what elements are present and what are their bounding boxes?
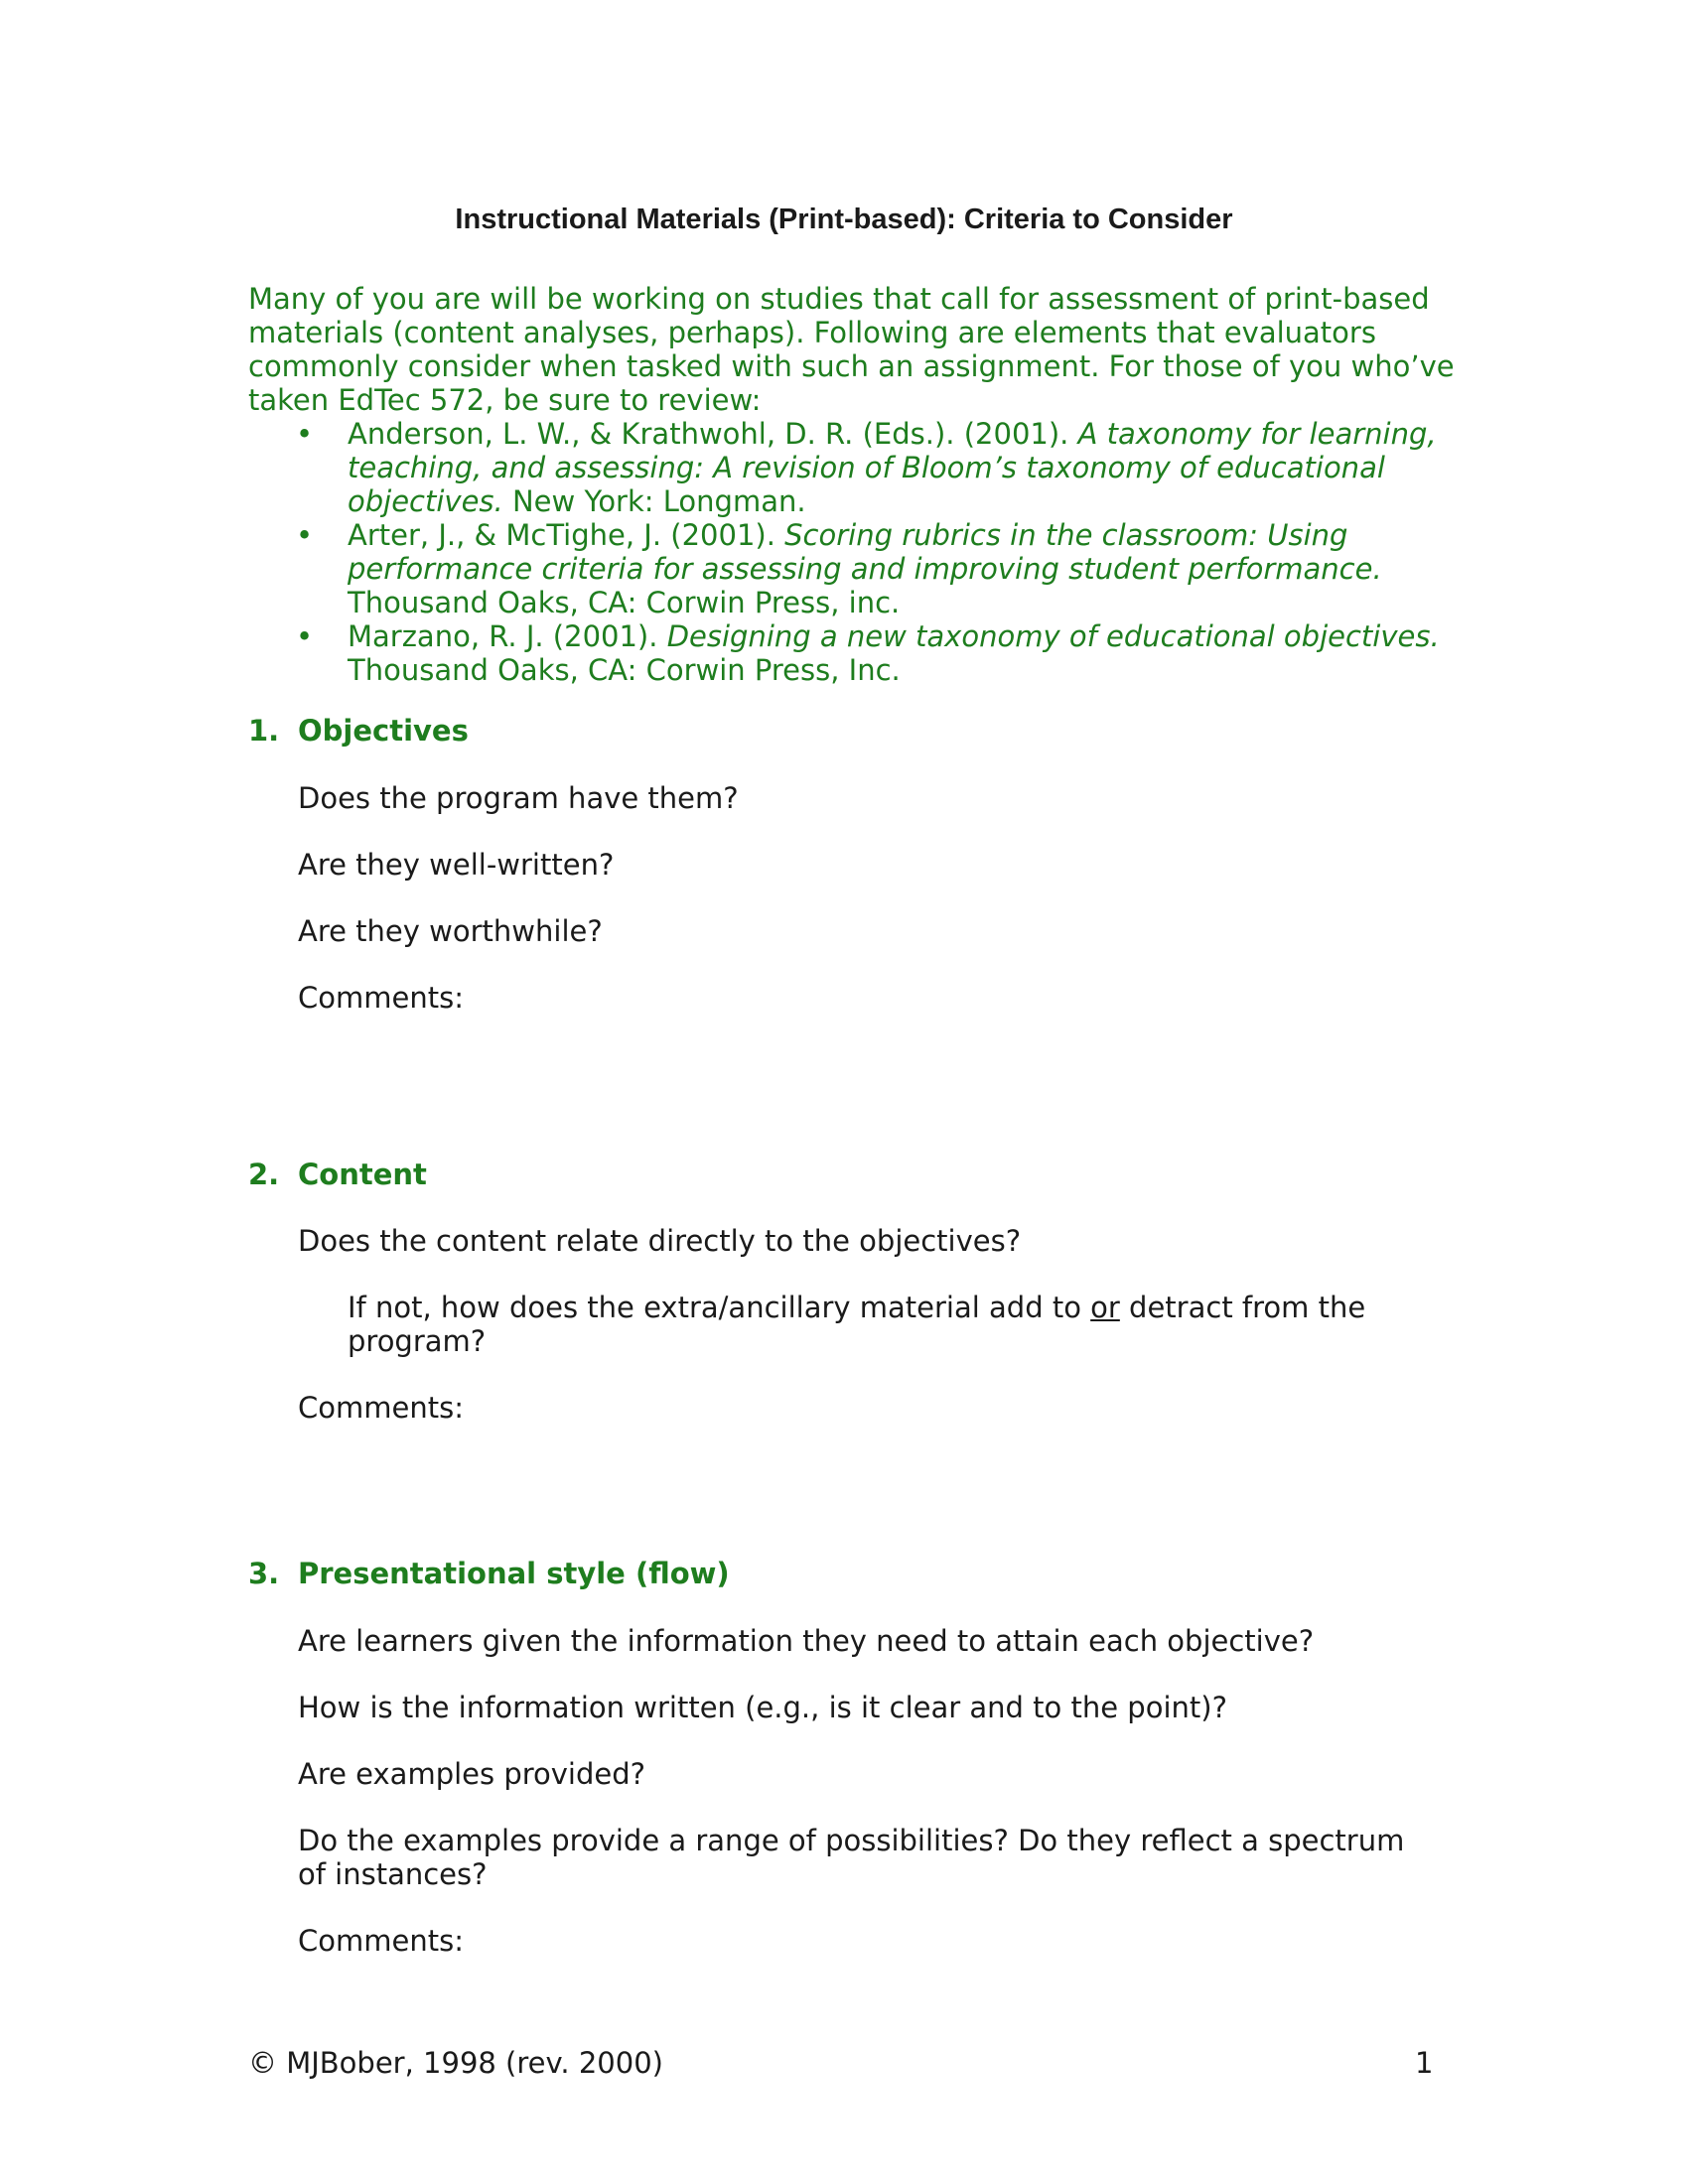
question: Does the content relate directly to the objectives? <box>298 1224 1022 1258</box>
page-title: Instructional Materials (Print-based): Criteria to Consider <box>455 204 1233 235</box>
bullet-icon: • <box>296 417 314 451</box>
reference-item <box>248 417 1470 518</box>
reference-publisher: New York: Longman. <box>502 484 806 518</box>
sub-question <box>348 1291 1440 1358</box>
comments-label: Comments: <box>298 1391 464 1425</box>
sub-question-underlined: or <box>1090 1291 1120 1324</box>
reference-title: A taxonomy for learning, teaching, and assessing: A revision of Bloom’s taxonomy of educational objectives. <box>348 417 1437 518</box>
section-title: Content <box>298 1158 427 1191</box>
section-number: 1. <box>248 714 280 748</box>
question: Are they well-written? <box>298 848 615 882</box>
reference-authors: Anderson, L. W., & Krathwohl, D. R. (Eds.). (2001). <box>348 417 1078 451</box>
reference-authors: Marzano, R. J. (2001). <box>348 619 667 653</box>
question: Are they worthwhile? <box>298 914 603 948</box>
question: Do the examples provide a range of possibilities? Do they reflect a spectrum of instances? <box>298 1824 1405 1891</box>
question: Does the program have them? <box>298 781 739 815</box>
sub-question-text: detract from the program? <box>348 1291 1366 1358</box>
reference-item <box>248 619 1470 687</box>
comments-label: Comments: <box>298 981 464 1015</box>
footer-copyright: © MJBober, 1998 (rev. 2000) <box>248 2046 663 2080</box>
section-number: 3. <box>248 1557 280 1590</box>
section-heading-content <box>248 1158 427 1191</box>
section-title: Presentational style (flow) <box>298 1557 730 1590</box>
reference-authors: Arter, J., & McTighe, J. (2001). <box>348 518 785 552</box>
section-heading-objectives <box>248 714 469 748</box>
bullet-icon: • <box>296 619 314 653</box>
intro-paragraph: Many of you are will be working on studies that call for assessment of print-based materials (content analyses, perhaps). Following are elements that evaluators commonly consider when tasked with such an assignment. For those of you who’ve taken EdTec 572, be sure to review: <box>248 282 1455 417</box>
section-heading-presentational-style <box>248 1557 730 1590</box>
bullet-icon: • <box>296 518 314 552</box>
reference-list <box>248 417 1470 687</box>
question: How is the information written (e.g., is it clear and to the point)? <box>298 1691 1227 1724</box>
reference-item <box>248 518 1470 619</box>
section-title: Objectives <box>298 714 469 748</box>
reference-publisher: Thousand Oaks, CA: Corwin Press, Inc. <box>348 653 901 687</box>
reference-title: Scoring rubrics in the classroom: Using performance criteria for assessing and improving student performance. <box>348 518 1382 586</box>
section-number: 2. <box>248 1158 280 1191</box>
reference-title: Designing a new taxonomy of educational objectives. <box>666 619 1440 653</box>
sub-question-text: If not, how does the extra/ancillary material add to <box>348 1291 1091 1324</box>
question: Are examples provided? <box>298 1757 646 1791</box>
reference-publisher: Thousand Oaks, CA: Corwin Press, inc. <box>348 586 901 619</box>
page-number: 1 <box>1415 2046 1434 2080</box>
question: Are learners given the information they need to attain each objective? <box>298 1624 1315 1658</box>
comments-label: Comments: <box>298 1924 464 1958</box>
